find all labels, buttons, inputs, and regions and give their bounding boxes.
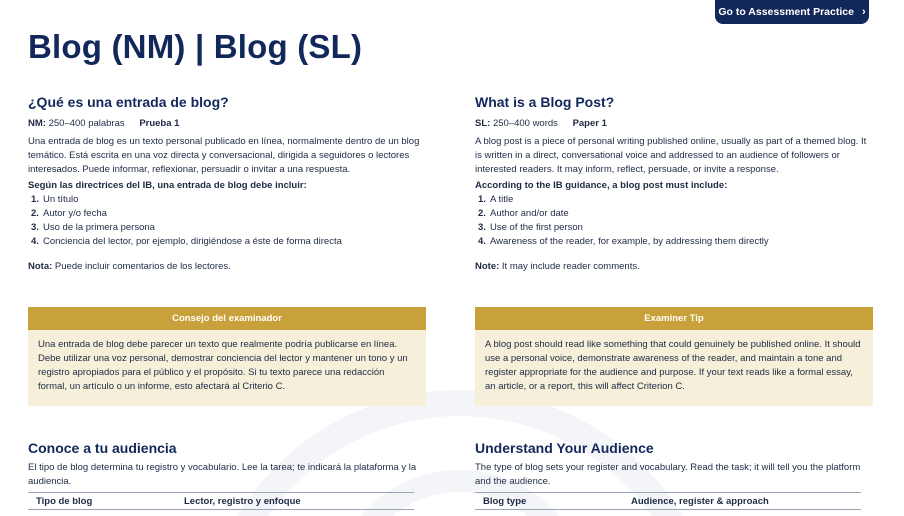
examiner-tip-box bbox=[28, 307, 426, 406]
go-to-assessment-practice-button[interactable] bbox=[715, 0, 869, 24]
section-heading: ¿Qué es una entrada de blog? bbox=[28, 94, 229, 110]
audience-paragraph: The type of blog sets your register and vocabulary. Read the task; it will tell you the platform and the audience. bbox=[475, 462, 861, 487]
examiner-tip-box bbox=[475, 307, 873, 406]
audience-table bbox=[475, 492, 861, 510]
tip-heading: Examiner Tip bbox=[475, 307, 873, 330]
table-header: Blog type bbox=[475, 493, 623, 510]
chevron-right-icon: › bbox=[861, 6, 866, 18]
includes-heading: According to the IB guidance, a blog post must include: bbox=[475, 180, 728, 191]
note: Nota: Puede incluir comentarios de los lectores. bbox=[28, 261, 231, 272]
list-item: 4. Awareness of the reader, for example, by addressing them directly bbox=[478, 236, 769, 247]
paper-label: Paper 1 bbox=[572, 118, 607, 129]
word-count-meta bbox=[28, 118, 426, 129]
list-item: 4. Conciencia del lector, por ejemplo, dirigiéndose a éste de forma directa bbox=[31, 236, 342, 247]
english-column bbox=[475, 94, 873, 272]
tip-body: Una entrada de blog debe parecer un texto que realmente podría publicarse en línea. Debe utilizar una voz personal, demostrar conciencia del lector y mantener un tono y un registro apropiados para el público y el propósito. Si tu texto parece una redacción formal, un artículo o un informe, esto afectará al Criterio C. bbox=[28, 330, 426, 406]
list-item: 1. A title bbox=[478, 194, 514, 205]
audience-section bbox=[28, 440, 426, 510]
table-header: Tipo de blog bbox=[28, 493, 176, 510]
table-header: Audience, register & approach bbox=[623, 493, 861, 510]
audience-section bbox=[475, 440, 873, 510]
section-heading: What is a Blog Post? bbox=[475, 94, 615, 110]
word-count: 250–400 words bbox=[490, 118, 558, 129]
word-count: 250–400 palabras bbox=[45, 118, 125, 129]
includes-heading: Según las directrices del IB, una entrada de blog debe incluir: bbox=[28, 180, 307, 191]
audience-table bbox=[28, 492, 414, 510]
list-item: 1. Un título bbox=[31, 194, 79, 205]
tip-body: A blog post should read like something that could genuinely be published online. It should use a personal voice, demonstrate awareness of the reader, and maintain a tone and register appropriate for the audience and purpose. If your text reads like a formal essay, an article, or a report, this will affect Criterion C. bbox=[475, 330, 873, 406]
list-item: 3. Use of the first person bbox=[478, 222, 583, 233]
spanish-column bbox=[28, 94, 426, 272]
cta-label: Go to Assessment Practice bbox=[718, 6, 854, 18]
table-header: Lector, registro y enfoque bbox=[176, 493, 414, 510]
audience-paragraph: El tipo de blog determina tu registro y vocabulario. Lee la tarea; te indicará la plataforma y la audiencia. bbox=[28, 462, 417, 487]
page-title: Blog (NM) | Blog (SL) bbox=[28, 28, 363, 65]
tip-heading: Consejo del examinador bbox=[28, 307, 426, 330]
intro-paragraph: A blog post is a piece of personal writing published online, usually as part of a themed blog. It is written in a direct, conversational voice and addressed to an audience of followers or interested readers. It may inform, reflect, persuade, or invite a response. bbox=[475, 136, 867, 175]
section-heading: Understand Your Audience bbox=[475, 440, 654, 456]
requirements-list bbox=[475, 193, 873, 249]
section-heading: Conoce a tu audiencia bbox=[28, 440, 177, 456]
list-item: 3. Uso de la primera persona bbox=[31, 222, 155, 233]
level-label: SL: bbox=[475, 118, 491, 129]
list-item: 2. Autor y/o fecha bbox=[31, 208, 107, 219]
intro-paragraph: Una entrada de blog es un texto personal publicado en línea, normalmente dentro de un blog temático. Está escrita en una voz directa y conversacional, dirigida a seguidores o lectores interesados. Puede informar, reflexionar, persuadir o invitar a una respuesta. bbox=[28, 136, 420, 175]
word-count-meta bbox=[475, 118, 873, 129]
list-item: 2. Author and/or date bbox=[478, 208, 569, 219]
requirements-list bbox=[28, 193, 426, 249]
level-label: NM: bbox=[28, 118, 46, 129]
note: Note: It may include reader comments. bbox=[475, 261, 640, 272]
paper-label: Prueba 1 bbox=[139, 118, 180, 129]
